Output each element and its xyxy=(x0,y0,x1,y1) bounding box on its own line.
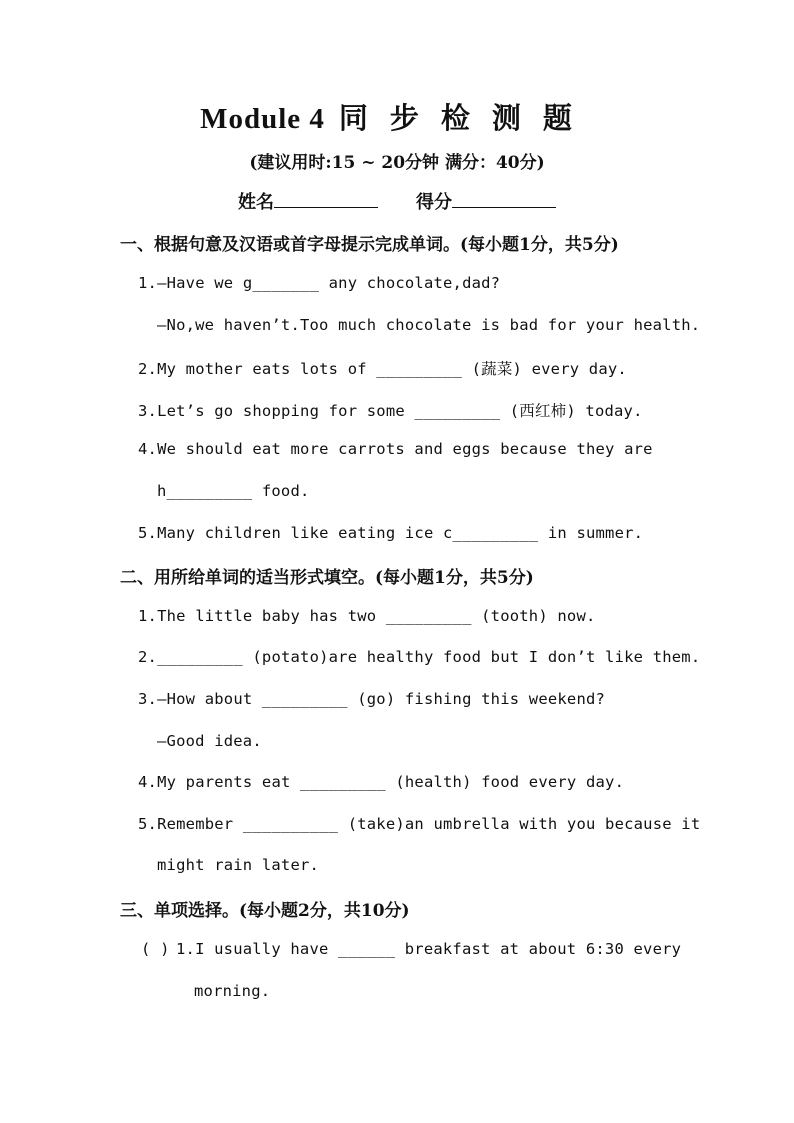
s3-answer-bracket[interactable]: ( ) xyxy=(141,940,170,958)
s1-question-3: 3.Let’s go shopping for some _________ (西红柿) today. xyxy=(138,402,643,420)
title-module: Module 4 xyxy=(200,103,325,135)
s2-question-2: 2._________ (potato)are healthy food but I don’t like them. xyxy=(138,648,701,666)
score-blank[interactable] xyxy=(452,190,556,208)
name-field xyxy=(238,188,378,214)
s1-question-4-continued: h_________ food. xyxy=(157,482,310,500)
score-label: 得分 xyxy=(416,192,452,213)
s1-question-5: 5.Many children like eating ice c_________ in summer. xyxy=(138,524,644,542)
s1-question-1: 1.—Have we g_______ any chocolate,dad? xyxy=(138,274,501,292)
name-label: 姓名 xyxy=(238,192,274,213)
page-title xyxy=(0,96,794,137)
s1-question-1-reply: —No,we haven’t.Too much chocolate is bad for your health. xyxy=(157,316,701,334)
s3-question-1-continued: morning. xyxy=(194,982,271,1000)
section-2-heading: 二、用所给单词的适当形式填空。(每小题1分，共5分) xyxy=(120,568,534,588)
section-3-heading: 三、单项选择。(每小题2分，共10分) xyxy=(120,901,410,921)
s2-question-5: 5.Remember __________ (take)an umbrella with you because it xyxy=(138,815,701,833)
score-field xyxy=(416,188,556,214)
section-1-heading: 一、根据句意及汉语或首字母提示完成单词。(每小题1分，共5分) xyxy=(120,235,619,255)
s2-question-1: 1.The little baby has two _________ (tooth) now. xyxy=(138,607,596,625)
s2-question-3: 3.—How about _________ (go) fishing this weekend? xyxy=(138,690,606,708)
name-blank[interactable] xyxy=(274,190,378,208)
page-subtitle: (建议用时:15 ~ 20分钟 满分：40分) xyxy=(249,153,545,173)
s2-question-4: 4.My parents eat _________ (health) food every day. xyxy=(138,773,625,791)
s3-question-1: 1.I usually have ______ breakfast at about 6:30 every xyxy=(176,940,682,958)
s2-question-3-reply: —Good idea. xyxy=(157,732,262,750)
s2-question-5-continued: might rain later. xyxy=(157,856,320,874)
title-chinese: 同步检测题 xyxy=(338,103,594,135)
s1-question-4: 4.We should eat more carrots and eggs because they are xyxy=(138,440,653,458)
s1-question-2: 2.My mother eats lots of _________ (蔬菜) every day. xyxy=(138,360,627,378)
